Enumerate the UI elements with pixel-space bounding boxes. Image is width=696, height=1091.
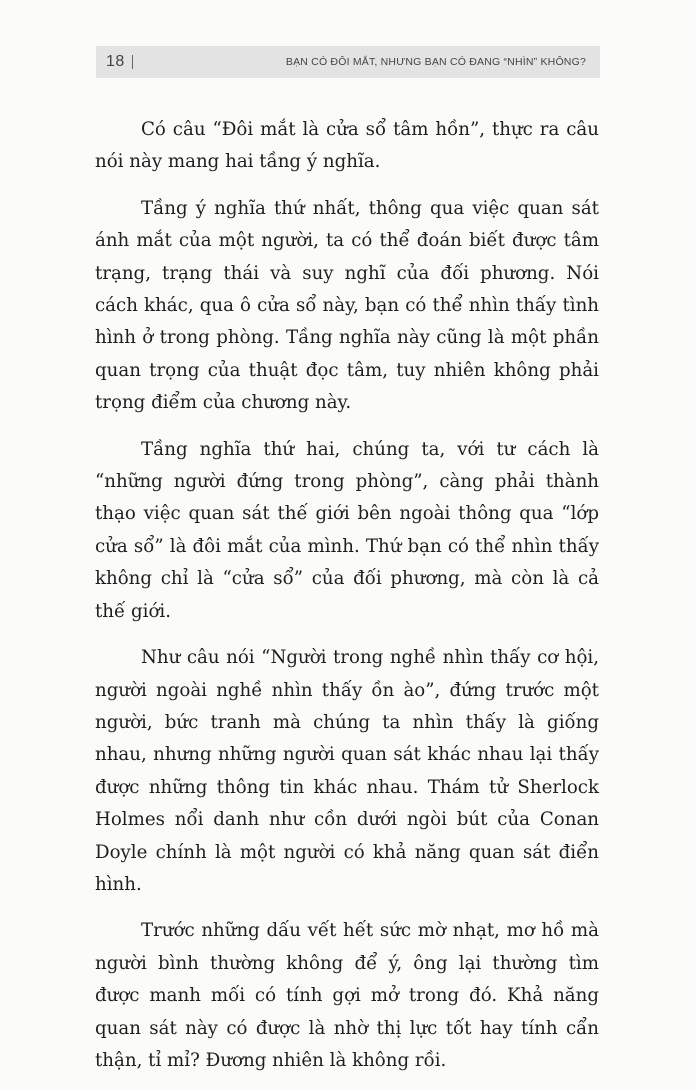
body-text	[95, 114, 599, 1091]
page-number-group	[106, 53, 133, 71]
paragraph-5: Trước những dấu vết hết sức mờ nhạt, mơ hồ mà người bình thường không để ý, ông lại thường tìm được manh mối có tính gợi mở trong đó. Khả năng quan sát này có được là nhờ thị lực tốt hay tính cẩn thận, tỉ mỉ? Đương nhiên là không rồi.	[95, 920, 599, 1071]
paragraph-3: Tầng nghĩa thứ hai, chúng ta, với tư cách là “những người đứng trong phòng”, càng phải thành thạo việc quan sát thế giới bên ngoài thông qua “lớp cửa sổ” là đôi mắt của mình. Thứ bạn có thể nhìn thấy không chỉ là “cửa sổ” của đối phương, mà còn là cả thế giới.	[95, 438, 599, 622]
paragraph-1: Có câu “Đôi mắt là cửa sổ tâm hồn”, thực ra câu nói này mang hai tầng ý nghĩa.	[95, 119, 599, 173]
paragraph-4: Như câu nói “Người trong nghề nhìn thấy cơ hội, người ngoài nghề nhìn thấy ồn ào”, đứng trước một người, bức tranh mà chúng ta nhìn thấy là giống nhau, nhưng những người quan sát khác nhau lại thấy được những thông tin khác nhau. Thám tử Sherlock Holmes nổi danh như cồn dưới ngòi bút của Conan Doyle chính là một người có khả năng quan sát điển hình.	[95, 647, 599, 895]
header-divider	[132, 55, 133, 69]
page-header	[96, 46, 600, 78]
page-number: 18	[106, 53, 125, 70]
paragraph-2: Tầng ý nghĩa thứ nhất, thông qua việc quan sát ánh mắt của một người, ta có thể đoán biết được tâm trạng, trạng thái và suy nghĩ của đối phương. Nói cách khác, qua ô cửa sổ này, bạn có thể nhìn thấy tình hình ở trong phòng. Tầng nghĩa này cũng là một phần quan trọng của thuật đọc tâm, tuy nhiên không phải trọng điểm của chương này.	[95, 197, 599, 414]
running-title: BẠN CÓ ĐÔI MẮT, NHƯNG BẠN CÓ ĐANG “NHÌN” KHÔNG?	[285, 56, 586, 68]
